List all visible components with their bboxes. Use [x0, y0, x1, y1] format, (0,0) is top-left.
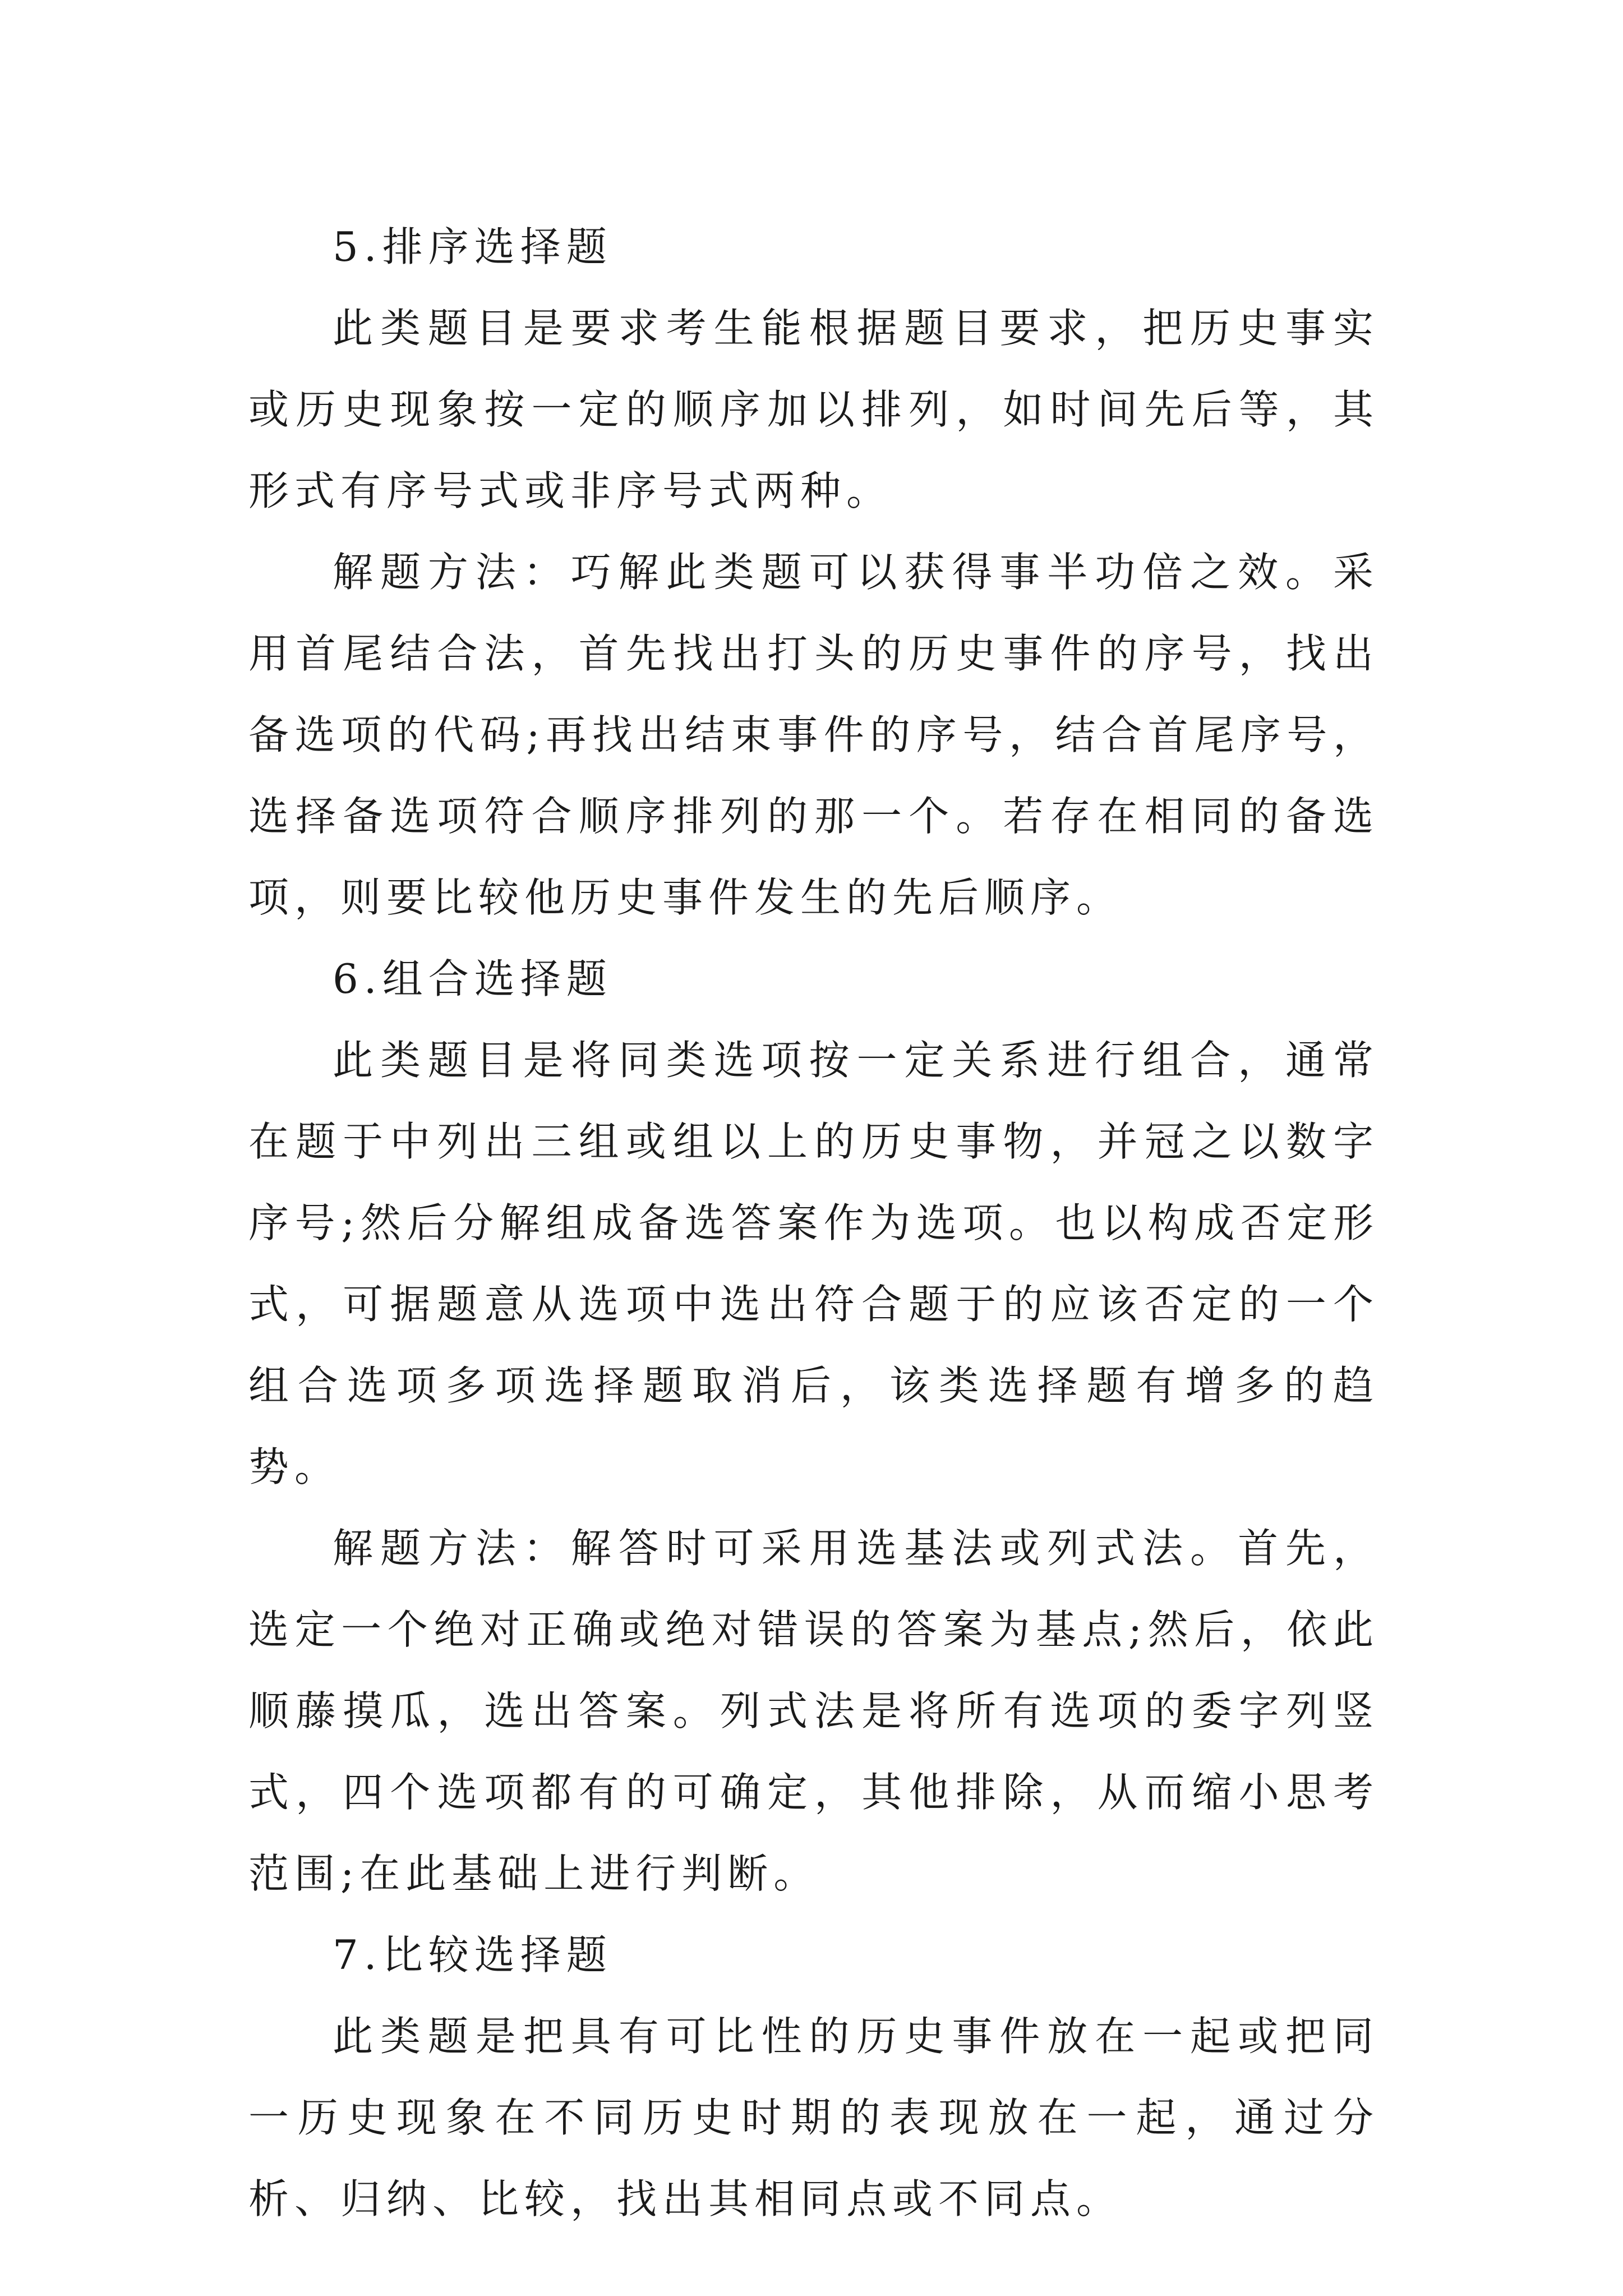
document-body	[248, 206, 1379, 2240]
paragraph: 此类题是把具有可比性的历史事件放在一起或把同一历史现象在不同历史时期的表现放在一起，通过分析、归纳、比较，找出其相同点或不同点。	[248, 2013, 1379, 2223]
section-heading: 7.比较选择题	[333, 1931, 612, 1978]
section-heading: 6.组合选择题	[333, 955, 612, 1002]
paragraph: 解题方法：巧解此类题可以获得事半功倍之效。采用首尾结合法，首先找出打头的历史事件的序号，找出备选项的代码;再找出结束事件的序号，结合首尾序号，选择备选项符合顺序排列的那一个。若存在相同的备选项，则要比较他历史事件发生的先后顺序。	[248, 549, 1379, 921]
paragraph: 此类题目是将同类选项按一定关系进行组合，通常在题于中列出三组或组以上的历史事物，并冠之以数字序号;然后分解组成备选答案作为选项。也以构成否定形式，可据题意从选项中选出符合题于的应该否定的一个组合选项多项选择题取消后，该类选择题有增多的趋势。	[248, 1037, 1379, 1490]
section-heading: 5.排序选择题	[333, 223, 612, 270]
paragraph: 解题方法：解答时可采用选基法或列式法。首先，选定一个绝对正确或绝对错误的答案为基点;然后，依此顺藤摸瓜，选出答案。列式法是将所有选项的委字列竖式，四个选项都有的可确定，其他排除，从而缩小思考范围;在此基础上进行判断。	[248, 1525, 1379, 1897]
paragraph: 此类题目是要求考生能根据题目要求，把历史事实或历史现象按一定的顺序加以排列，如时间先后等，其形式有序号式或非序号式两种。	[248, 305, 1379, 514]
